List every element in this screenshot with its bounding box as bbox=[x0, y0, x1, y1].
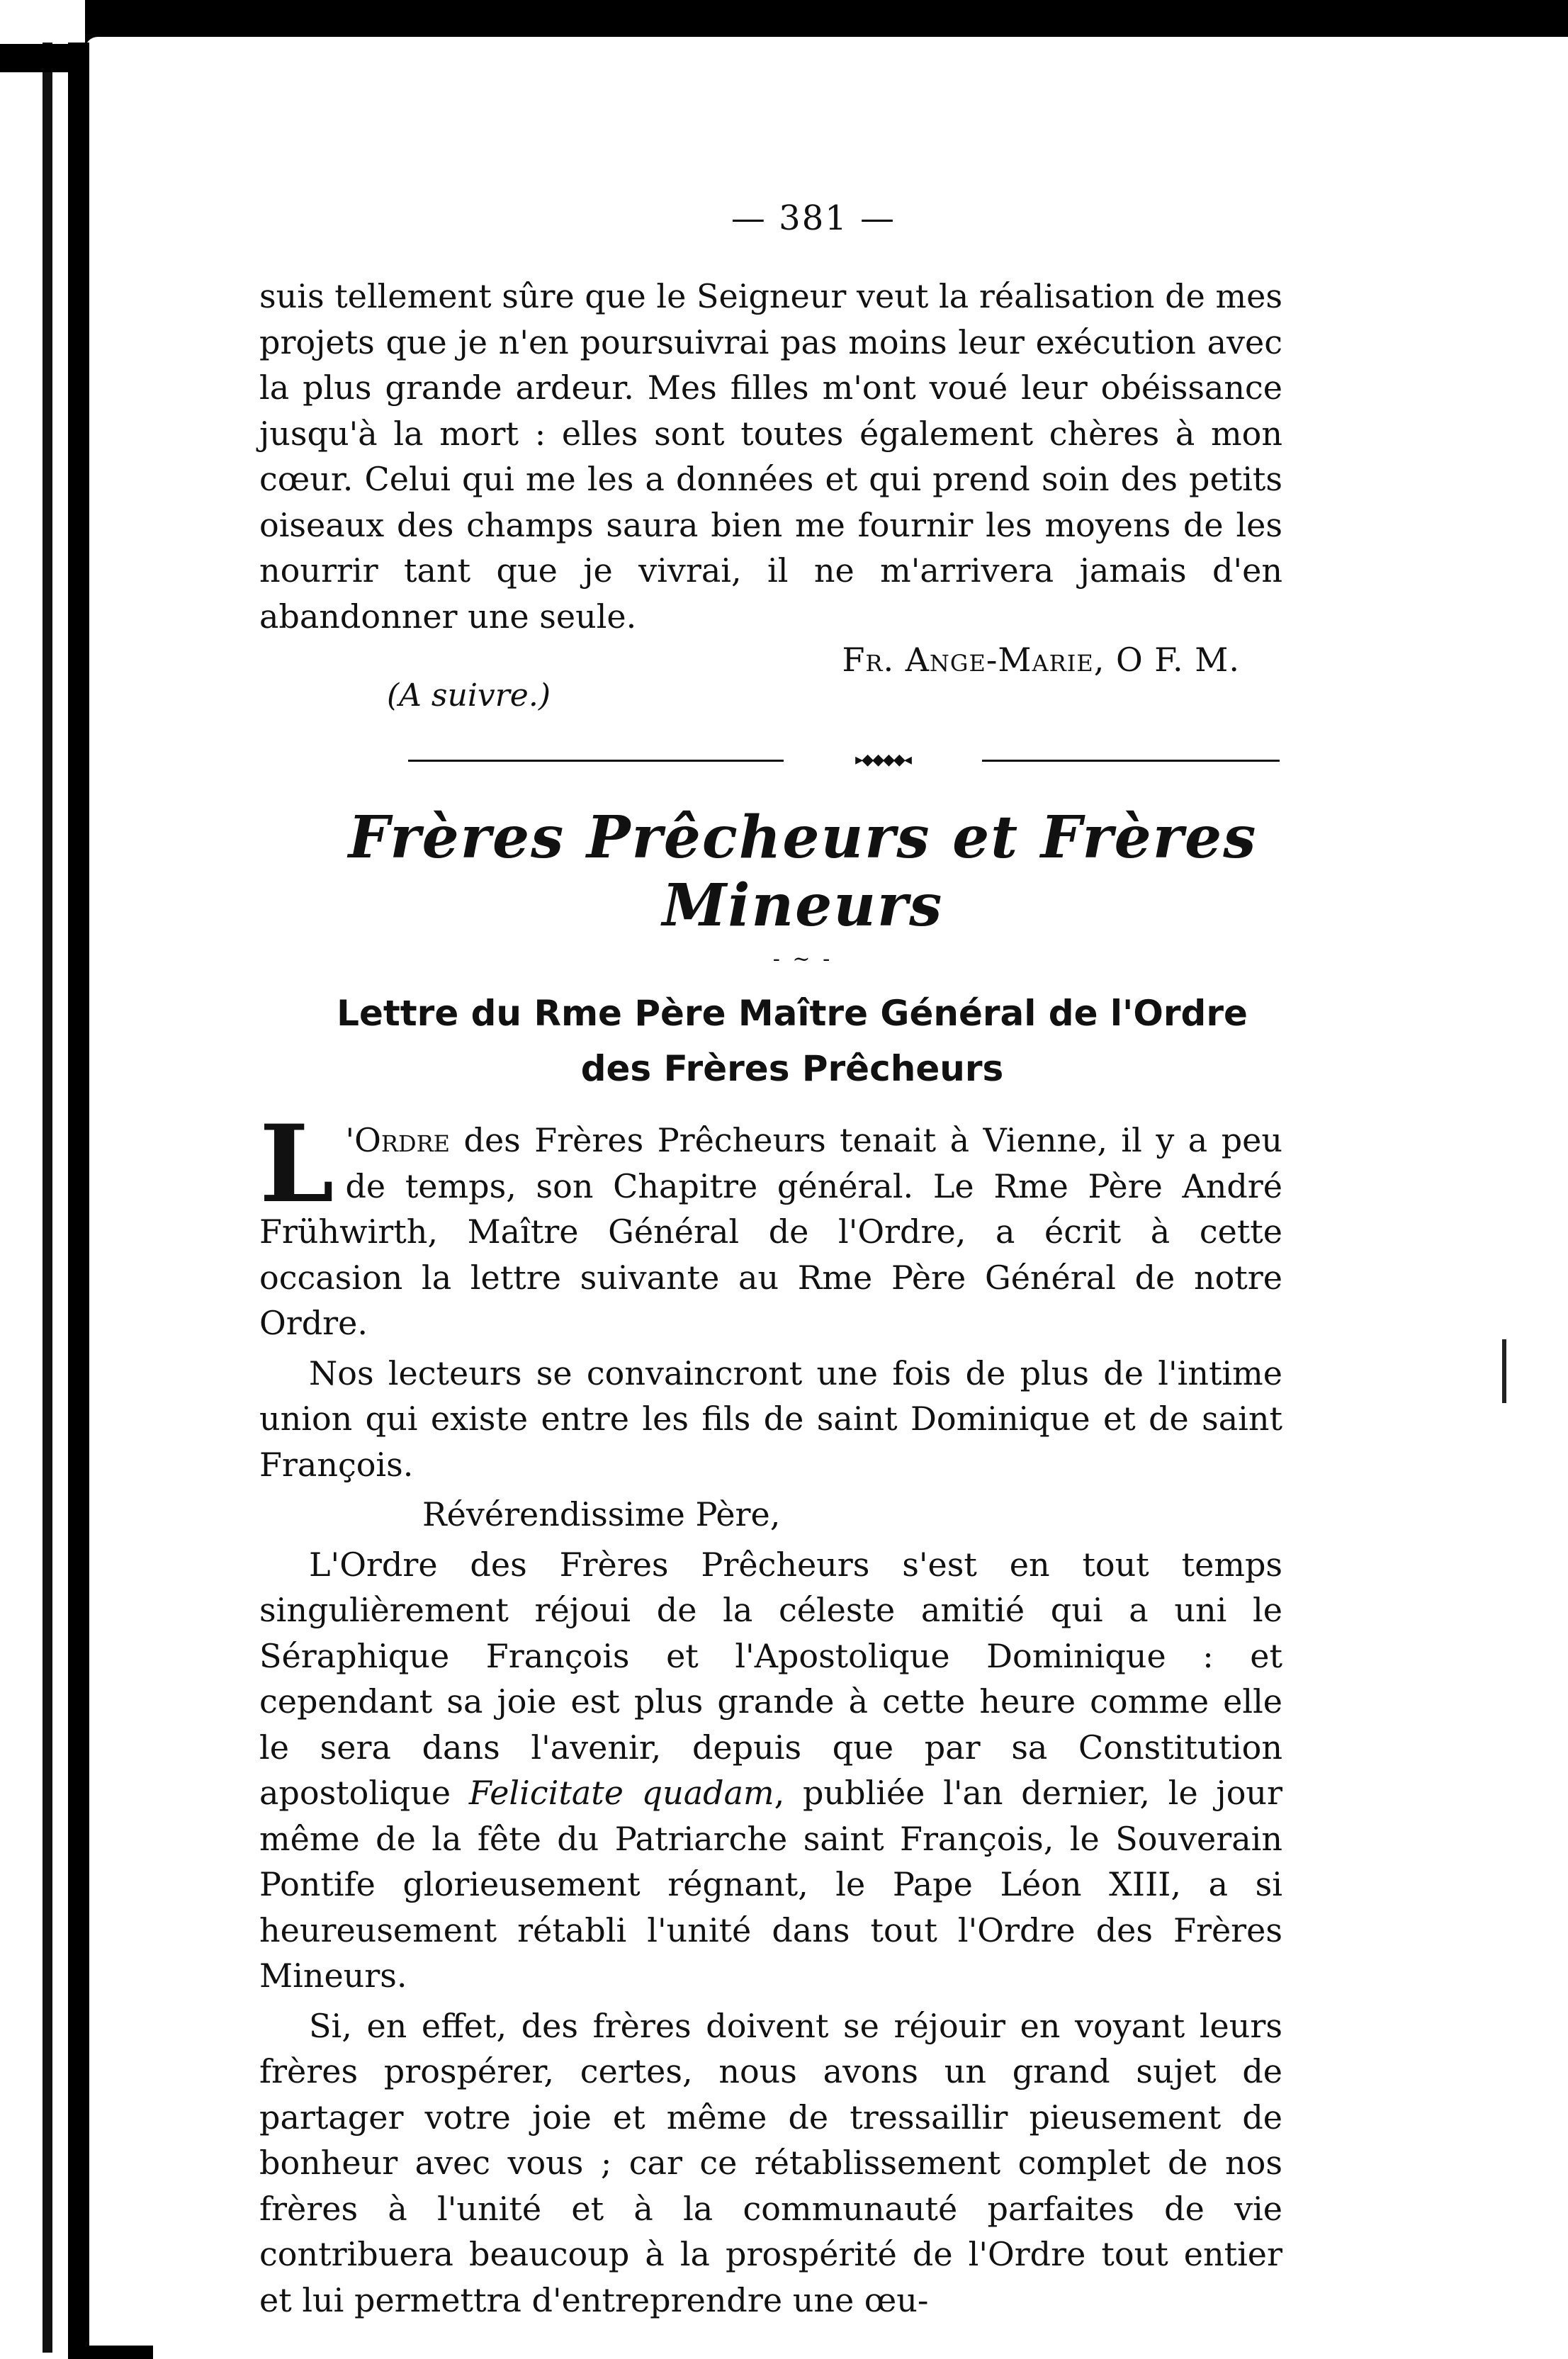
intro-paragraph bbox=[259, 1102, 1282, 1346]
signature-block bbox=[259, 641, 1282, 726]
page-number: — 381 — bbox=[731, 198, 896, 238]
intro-body: des Frères Prêcheurs tenait à Vienne, il y a peu de temps, son Chapitre général. Le Rme Père André Frühwirth, Maître Général de l'Ordre, a écrit à cette occasion la lettre suivante au Rme Père Général de notre Ordre. bbox=[259, 1121, 1282, 1342]
letter-p1-part-b: , publiée l'an dernier, le jour même de la fête du Patriarche saint François, le Souverain Pontife glorieusement régnant, le Pape Léon XIII, a si heureusement rétabli l'unité dans tout l'Ordre des Frères Mineurs. bbox=[259, 1774, 1283, 1995]
letter-p1-part-a: L'Ordre des Frères Prêcheurs s'est en tout temps singulièrement réjoui de la céleste amitié qui a uni le Séraphique François et l'Apostolique Dominique : et cependant sa joie est plus grande à cette heure comme elle le sera dans l'avenir, depuis que par sa Constitution apostolique bbox=[259, 1545, 1282, 1812]
divider-ornament-icon: ▸◆◆◆◆◂ bbox=[784, 753, 982, 768]
margin-mark bbox=[1502, 1339, 1506, 1403]
author-signature: Fr. Ange-Marie, O F. M. bbox=[842, 641, 1240, 679]
title-ornament-icon: - ~ - bbox=[772, 947, 833, 972]
to-be-continued-note: (A suivre.) bbox=[387, 677, 551, 714]
intro-text bbox=[259, 1102, 1282, 1346]
scan-border-top-edge bbox=[85, 37, 1568, 51]
readers-note: Nos lecteurs se convaincront une fois de plus de l'intime union qui existe entre les fils de saint Dominique et de saint François. bbox=[259, 1353, 1282, 1484]
letter-paragraph-1 bbox=[259, 1542, 1282, 1999]
constitution-title: Felicitate quadam bbox=[468, 1774, 774, 1812]
page-content bbox=[259, 198, 1282, 2323]
letter-paragraph-2: Si, en effet, des frères doivent se réjouir en voyant leurs frères prospérer, certes, nous avons un grand sujet de partager votre joie et même de tressaillir pieusement de bonheur avec vous ; car ce rétablissement complet de nos frères à l'unité et à la communauté parfaites de vie contribuera beaucoup à la prospérité de l'Ordre tout entier et lui permettra d'entreprendre une œu- bbox=[259, 2006, 1282, 2319]
article-title: Frères Prêcheurs et Frères Mineurs bbox=[348, 804, 1258, 940]
letter-salutation: Révérendissime Père, bbox=[422, 1495, 781, 1533]
continuation-paragraph: suis tellement sûre que le Seigneur veut la réalisation de mes projets que je n'en poursuivrai pas moins leur exécution avec la plus grande ardeur. Mes filles m'ont voué leur obéissance jusqu'à la mort : elles sont toutes également chères à mon cœur. Celui qui me les a données et qui prend soin des petits oiseaux des champs saura bien me fournir les moyens de les nourrir tant que je vivrai, il ne m'arrivera jamais d'en abandonner une seule. bbox=[259, 277, 1282, 636]
scan-border-left bbox=[68, 43, 89, 2353]
scan-border-corner bbox=[0, 44, 68, 72]
intro-lead-word: 'Ordre bbox=[345, 1121, 451, 1159]
scan-border-left-outer bbox=[43, 43, 52, 2353]
subtitle-line-1: Lettre du Rme Père Maître Général de l'Ordre bbox=[337, 993, 1248, 1034]
section-divider bbox=[259, 747, 1282, 775]
drop-cap: L bbox=[259, 1102, 334, 1227]
subtitle-line-2: des Frères Prêcheurs bbox=[580, 1048, 1004, 1089]
article-subtitle bbox=[259, 986, 1282, 1096]
scan-border-bottom bbox=[68, 2346, 153, 2359]
